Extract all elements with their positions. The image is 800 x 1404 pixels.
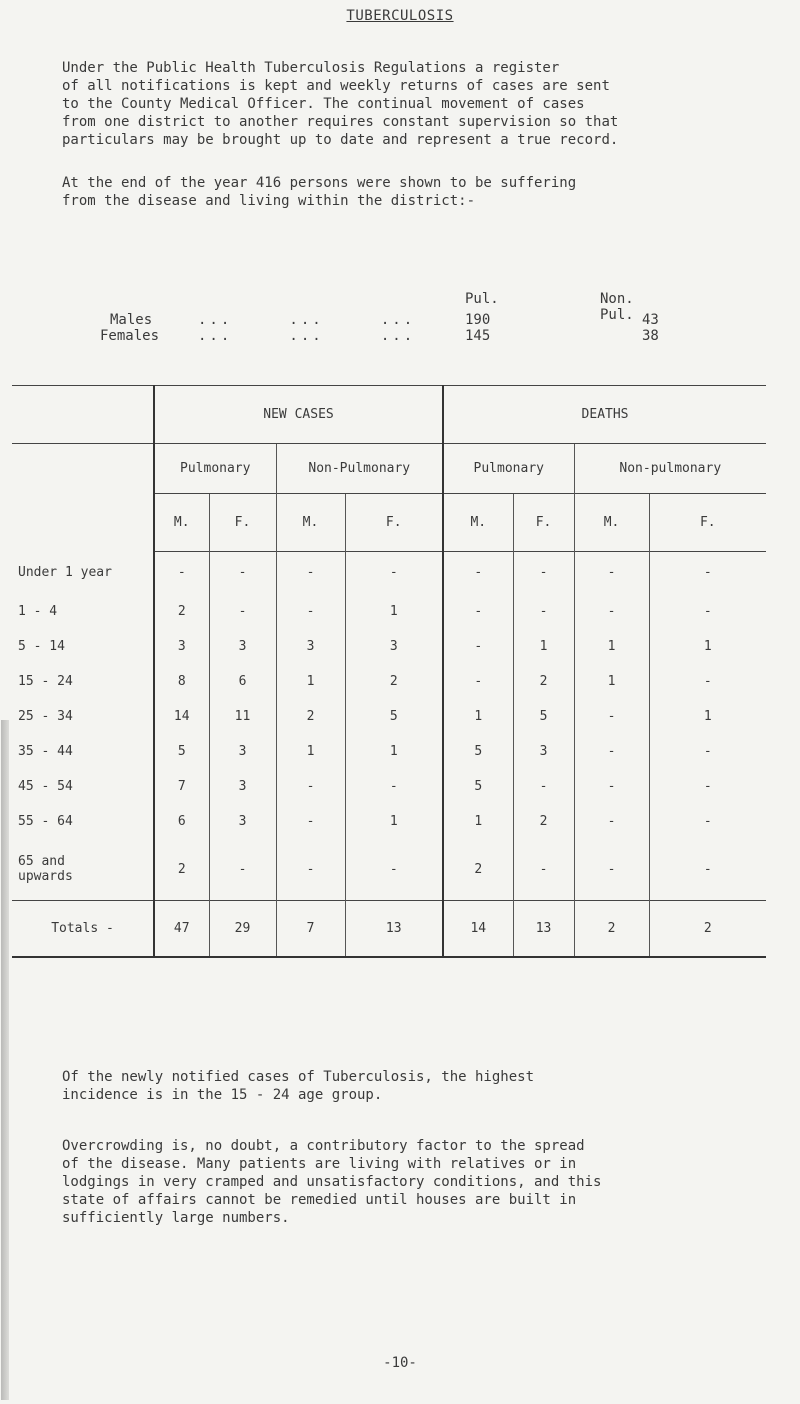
table-cell: - (649, 594, 766, 629)
table-cell: 3 (513, 734, 574, 769)
table-cell: - (649, 734, 766, 769)
table-row (12, 552, 766, 594)
header-f: F. (649, 494, 766, 552)
table-cell: - (649, 552, 766, 594)
header-deaths-non-pulmonary: Non-pulmonary (574, 444, 766, 494)
leader-dots: ... ... ... (198, 328, 416, 344)
table-cell: - (345, 552, 443, 594)
table-cell: 2 (513, 804, 574, 839)
header-f: F. (209, 494, 276, 552)
table-cell: 3 (345, 629, 443, 664)
table-cell: - (574, 804, 649, 839)
table-cell: 5 (154, 734, 209, 769)
table-cell: 3 (209, 769, 276, 804)
table-cell: - (345, 839, 443, 901)
totals-value: 7 (276, 901, 345, 957)
age-group-label: 35 - 44 (18, 743, 73, 759)
page-number: -10- (383, 1355, 417, 1371)
table-cell: 1 (276, 734, 345, 769)
totals-label: Totals - (12, 901, 154, 957)
table-cell: - (649, 769, 766, 804)
table-row (12, 629, 766, 664)
summary-non-pul-value: 43 (642, 312, 659, 328)
age-group-label: 45 - 54 (18, 778, 73, 794)
table-cell: 2 (154, 839, 209, 901)
header-m: M. (276, 494, 345, 552)
table-cell: 2 (513, 664, 574, 699)
sex-header-row (12, 494, 766, 552)
table-cell: 1 (513, 629, 574, 664)
table-cell: - (443, 629, 513, 664)
tuberculosis-cases-deaths-table (12, 385, 766, 958)
totals-value: 14 (443, 901, 513, 957)
totals-value: 13 (513, 901, 574, 957)
summary-col-pul: Pul. (465, 291, 499, 307)
table-cell: - (574, 594, 649, 629)
age-group-label: 65 and upwards (18, 854, 73, 885)
table-cell: 5 (345, 699, 443, 734)
table-cell: - (276, 552, 345, 594)
table-cell: 7 (154, 769, 209, 804)
table-cell: - (649, 839, 766, 901)
table-cell: 2 (276, 699, 345, 734)
age-group-label: Under 1 year (18, 565, 112, 580)
summary-col-non-pul: Non. Pul. (600, 291, 634, 323)
summary-pul-value: 190 (465, 312, 491, 328)
header-new-cases: NEW CASES (154, 386, 443, 444)
table-cell: 1 (345, 734, 443, 769)
totals-value: 47 (154, 901, 209, 957)
table-cell: - (574, 839, 649, 901)
table-cell: - (443, 594, 513, 629)
header-m: M. (574, 494, 649, 552)
table-row (12, 734, 766, 769)
age-group-label: 5 - 14 (18, 638, 65, 654)
table-cell: 8 (154, 664, 209, 699)
header-m: M. (154, 494, 209, 552)
table-cell: - (513, 594, 574, 629)
table-cell: - (574, 699, 649, 734)
table-cell: - (276, 804, 345, 839)
page-title: TUBERCULOSIS (346, 8, 454, 24)
table-cell: 11 (209, 699, 276, 734)
table-cell: - (154, 552, 209, 594)
leader-dots: ... ... ... (198, 312, 416, 328)
summary-table (100, 291, 670, 388)
table-row (12, 664, 766, 699)
table-cell: - (574, 552, 649, 594)
table-cell: - (513, 552, 574, 594)
age-group-label: 1 - 4 (18, 603, 58, 619)
table-cell: - (513, 839, 574, 901)
summary-pul-value: 145 (465, 328, 491, 344)
group-header-row (12, 386, 766, 444)
table-cell: 1 (649, 629, 766, 664)
table-cell: 3 (154, 629, 209, 664)
table-cell: 5 (443, 769, 513, 804)
totals-value: 29 (209, 901, 276, 957)
header-deaths-pulmonary: Pulmonary (443, 444, 574, 494)
header-new-non-pulmonary: Non-Pulmonary (276, 444, 443, 494)
table-cell: - (443, 552, 513, 594)
table-cell: 6 (154, 804, 209, 839)
table-row (12, 769, 766, 804)
table-cell: 5 (513, 699, 574, 734)
table-cell: - (513, 769, 574, 804)
table-row (12, 594, 766, 629)
table-cell: 2 (154, 594, 209, 629)
table-cell: - (209, 552, 276, 594)
table-row (12, 839, 766, 901)
header-deaths: DEATHS (443, 386, 766, 444)
age-group-label: 25 - 34 (18, 708, 73, 724)
totals-value: 2 (574, 901, 649, 957)
table-cell: 1 (443, 699, 513, 734)
totals-value: 2 (649, 901, 766, 957)
table-cell: - (276, 839, 345, 901)
table-cell: - (574, 769, 649, 804)
totals-row (12, 901, 766, 957)
subgroup-header-row (12, 444, 766, 494)
table-cell: 2 (443, 839, 513, 901)
paragraph-highest-incidence: Of the newly notified cases of Tuberculosis, the highest incidence is in the 15 - 24 age group. (62, 1069, 535, 1103)
table-cell: 5 (443, 734, 513, 769)
summary-row-males (110, 312, 670, 328)
table-cell: 3 (209, 734, 276, 769)
age-group-label: 15 - 24 (18, 673, 73, 689)
table-cell: 6 (209, 664, 276, 699)
table-cell: - (574, 734, 649, 769)
table-cell: 14 (154, 699, 209, 734)
header-m: M. (443, 494, 513, 552)
table-cell: 3 (209, 804, 276, 839)
table-cell: 1 (574, 664, 649, 699)
table-cell: 1 (443, 804, 513, 839)
table-row (12, 699, 766, 734)
summary-label: Males (110, 312, 153, 328)
table-cell: 1 (276, 664, 345, 699)
table-cell: - (276, 769, 345, 804)
table-cell: - (649, 804, 766, 839)
summary-row-females (100, 328, 670, 344)
table-cell: 1 (345, 594, 443, 629)
paragraph-register: Under the Public Health Tuberculosis Regulations a register of all notifications is kept and weekly returns of cases are sent to the County Medical Officer. The continual movement of cases from one district to another requires constant supervision so that particulars may be brought up to date and represent a true record. (62, 60, 619, 148)
table-cell: - (649, 664, 766, 699)
table-row (12, 804, 766, 839)
header-f: F. (345, 494, 443, 552)
table-cell: - (276, 594, 345, 629)
paragraph-overcrowding: Overcrowding is, no doubt, a contributory factor to the spread of the disease. Many patients are living with relatives or in lodgings in very cramped and unsatisfactory conditions, and this state of affairs cannot be remedied until houses are built in sufficiently large numbers. (62, 1138, 602, 1226)
table-cell: - (209, 594, 276, 629)
table-cell: 2 (345, 664, 443, 699)
table-cell: 3 (276, 629, 345, 664)
table-cell: - (443, 664, 513, 699)
table-cell: 1 (345, 804, 443, 839)
header-new-pulmonary: Pulmonary (154, 444, 276, 494)
age-group-label: 55 - 64 (18, 813, 73, 829)
table-cell: - (345, 769, 443, 804)
summary-non-pul-value: 38 (642, 328, 659, 344)
page-edge-shadow (1, 720, 9, 1400)
paragraph-year-end: At the end of the year 416 persons were shown to be suffering from the disease and living within the district:- (62, 175, 577, 209)
table-cell: 3 (209, 629, 276, 664)
table-cell: - (209, 839, 276, 901)
table-cell: 1 (574, 629, 649, 664)
header-f: F. (513, 494, 574, 552)
table-cell: 1 (649, 699, 766, 734)
totals-value: 13 (345, 901, 443, 957)
summary-label: Females (100, 328, 160, 344)
